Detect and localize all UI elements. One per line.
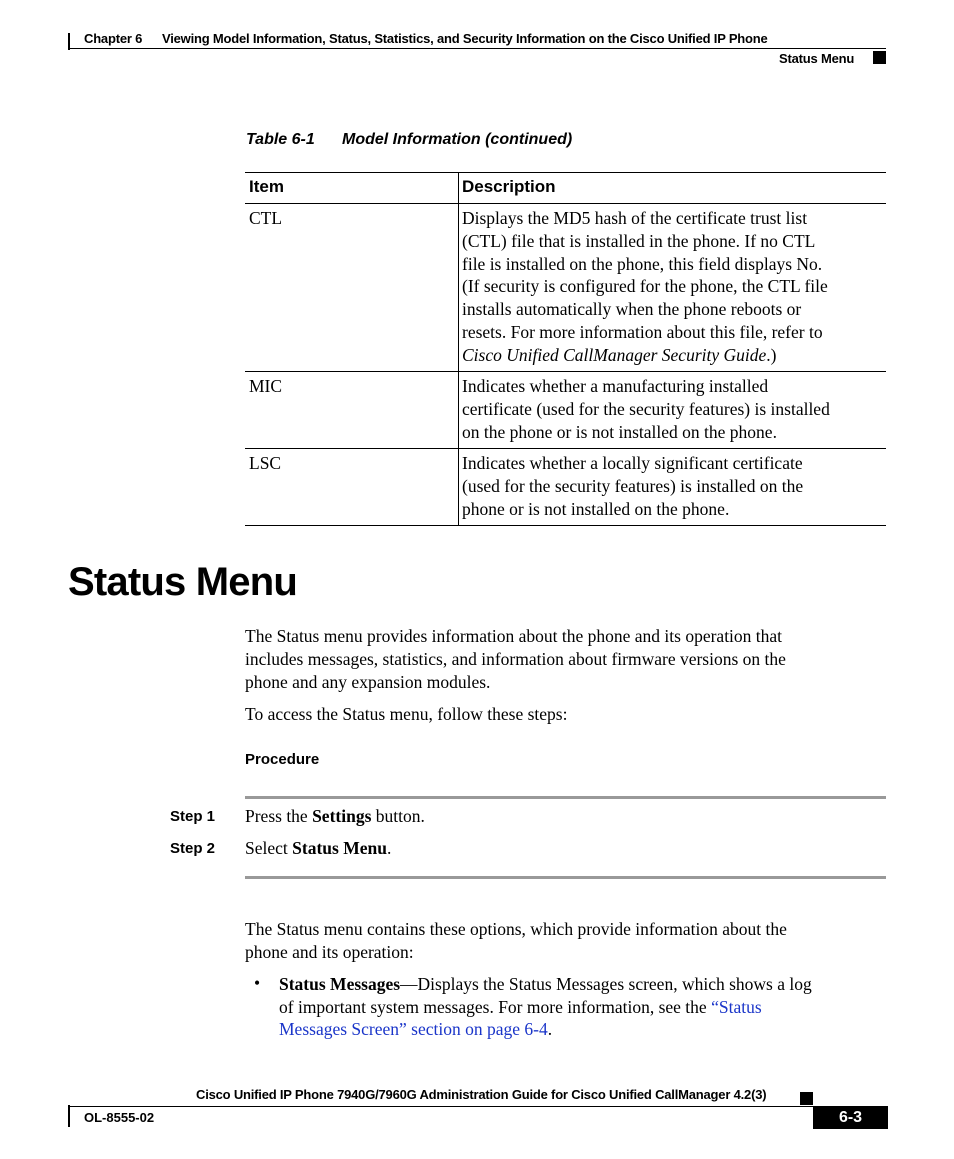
- settings-button-name: Settings: [312, 806, 372, 826]
- section-heading: Status Menu: [68, 560, 297, 604]
- table-row: [245, 372, 886, 449]
- description-tail: .): [766, 344, 777, 365]
- table-cell-item: MIC: [249, 376, 283, 396]
- model-information-table: [245, 172, 886, 526]
- column-divider: [458, 372, 459, 448]
- description-line: Indicates whether a manufacturing installed: [462, 376, 769, 396]
- header-chapter-title: Viewing Model Information, Status, Statistics, and Security Information on the Cisco Unified IP Phone: [162, 31, 768, 46]
- paragraph-line: phone and its operation:: [245, 942, 414, 962]
- bullet-line: [279, 996, 885, 1019]
- bullet-text: —Displays the Status Messages screen, which shows a log: [400, 974, 812, 994]
- intro-paragraph: [245, 625, 885, 694]
- security-guide-title: Cisco Unified CallManager Security Guide: [462, 344, 767, 365]
- footer-page-number: 6-3: [813, 1106, 888, 1129]
- step-text-pre: Select: [245, 838, 293, 858]
- table-row: [245, 449, 886, 526]
- table-cell-description: [462, 207, 882, 367]
- header-section: Status Menu: [779, 51, 855, 66]
- status-messages-screen-link[interactable]: Messages Screen” section on page 6-4: [279, 1019, 548, 1040]
- description-line: Displays the MD5 hash of the certificate trust list: [462, 208, 808, 228]
- footer-title: Cisco Unified IP Phone 7940G/7960G Administration Guide for Cisco Unified CallManager 4.2(3): [196, 1087, 767, 1102]
- step-text-post: .: [386, 838, 392, 858]
- footer-square-marker: [800, 1092, 813, 1105]
- options-paragraph: [245, 918, 885, 964]
- description-line: (CTL) file that is installed in the phone. If no CTL: [462, 230, 816, 251]
- table-cell-description: [462, 375, 882, 443]
- description-line: Indicates whether a locally significant certificate: [462, 453, 803, 473]
- paragraph-line: The Status menu contains these options, which provide information about the: [245, 919, 787, 939]
- header-chapter: Chapter 6: [84, 31, 143, 46]
- paragraph-line: The Status menu provides information about the phone and its operation that: [245, 626, 783, 646]
- step-1-label: Step 1: [170, 808, 216, 825]
- table-header-row: [245, 172, 886, 204]
- bullet-symbol: •: [254, 973, 261, 993]
- footer-left-bar: [68, 1105, 70, 1127]
- column-divider: [458, 173, 459, 203]
- description-line: (If security is configured for the phone, the CTL file: [462, 276, 828, 297]
- description-line: file is installed on the phone, this field displays No.: [462, 253, 823, 274]
- status-messages-term: Status Messages: [279, 974, 401, 994]
- description-line: [462, 344, 882, 367]
- step-text-post: button.: [371, 806, 425, 826]
- column-divider: [458, 204, 459, 371]
- header-square-marker: [873, 51, 886, 64]
- bullet-text: of important system messages. For more information, see the: [279, 996, 712, 1017]
- column-divider: [458, 449, 459, 525]
- status-menu-name: Status Menu: [292, 838, 387, 858]
- header-rule: [68, 48, 886, 49]
- table-caption-title: Model Information (continued): [342, 131, 573, 148]
- description-line: (used for the security features) is installed on the: [462, 475, 804, 496]
- column-header-description: Description: [462, 177, 556, 196]
- table-cell-description: [462, 452, 882, 520]
- status-messages-screen-link[interactable]: “Status: [711, 996, 762, 1017]
- column-header-item: Item: [249, 177, 284, 196]
- step-1-text: [245, 806, 425, 827]
- procedure-top-rule: [245, 796, 886, 799]
- description-line: phone or is not installed on the phone.: [462, 498, 730, 519]
- description-line: installs automatically when the phone reboots or: [462, 299, 802, 320]
- procedure-label: Procedure: [245, 751, 320, 768]
- table-caption-number: Table 6-1: [246, 131, 315, 148]
- step-text-pre: Press the: [245, 806, 313, 826]
- paragraph-line: phone and any expansion modules.: [245, 672, 491, 692]
- access-paragraph: To access the Status menu, follow these steps:: [245, 704, 568, 724]
- footer-rule: [68, 1106, 886, 1107]
- description-line: on the phone or is not installed on the phone.: [462, 421, 777, 442]
- footer-doc-number: OL-8555-02: [84, 1110, 155, 1125]
- bullet-line: [279, 973, 885, 996]
- step-2-label: Step 2: [170, 840, 216, 857]
- table-cell-item: CTL: [249, 208, 283, 228]
- table-cell-item: LSC: [249, 453, 282, 473]
- bullet-line: [279, 1018, 885, 1041]
- bullet-end: .: [547, 1019, 553, 1040]
- step-2-text: [245, 838, 391, 859]
- paragraph-line: includes messages, statistics, and information about firmware versions on the: [245, 649, 786, 669]
- bullet-status-messages: [279, 973, 885, 1041]
- description-line: resets. For more information about this file, refer to: [462, 321, 823, 342]
- procedure-bottom-rule: [245, 876, 886, 879]
- description-line: certificate (used for the security features) is installed: [462, 398, 830, 419]
- table-row: [245, 204, 886, 372]
